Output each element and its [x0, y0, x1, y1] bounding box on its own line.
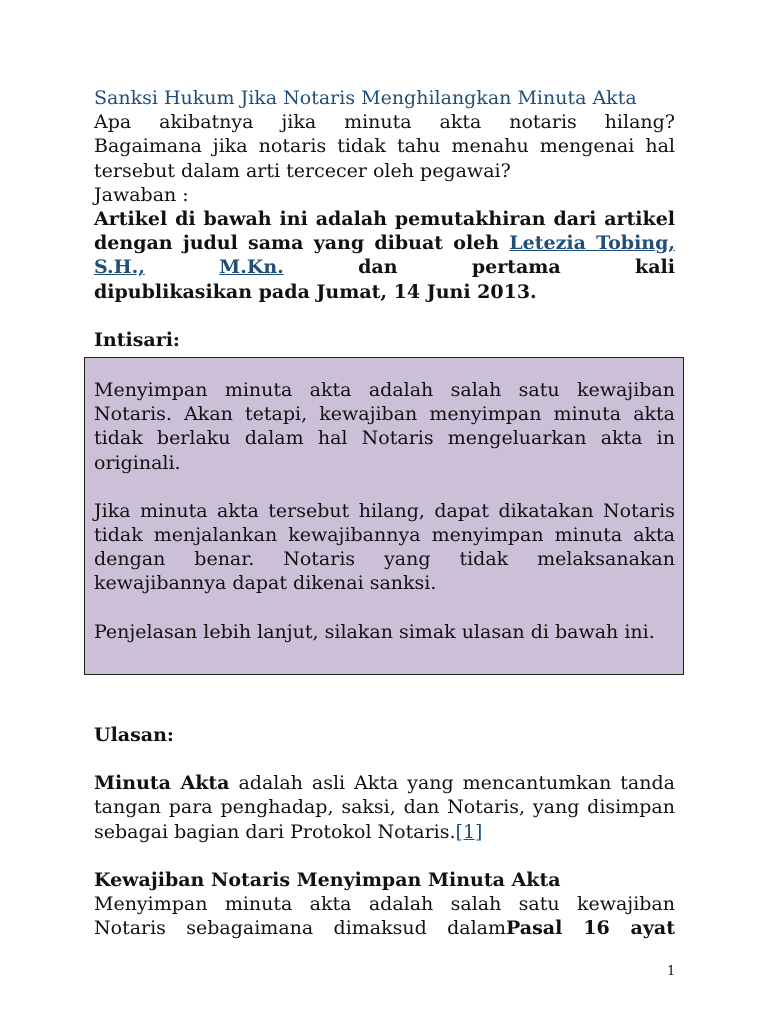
- update-note-suffix-b: kali: [635, 256, 675, 279]
- section-heading: Kewajiban Notaris Menyimpan Minuta Akta: [94, 868, 561, 891]
- minuta-text: adalah asli Akta yang mencantumkan tanda tangan para penghadap, saksi, dan Notaris, yang disimpan sebagai bagian dari Protokol Notaris.: [94, 772, 675, 843]
- top-content: [94, 86, 675, 352]
- update-note-prefix: dengan judul sama yang dibuat oleh: [94, 232, 510, 255]
- question-line-2: Bagaimana jika notaris tidak tahu menahu mengenai hal: [94, 135, 675, 158]
- update-note-line-4: dipublikasikan pada Jumat, 14 Juni 2013.: [94, 280, 537, 303]
- section-line-2-bold: Pasal 16 ayat: [506, 917, 675, 940]
- section-line-1: Menyimpan minuta akta adalah salah satu kewajiban: [94, 893, 675, 916]
- intisari-paragraph-3: Penjelasan lebih lanjut, silakan simak ulasan di bawah ini.: [94, 620, 655, 643]
- intisari-box: [84, 357, 684, 675]
- author-degree-link-2[interactable]: M.Kn.: [219, 256, 284, 279]
- spacer: [94, 304, 675, 328]
- intisari-paragraph-2: Jika minuta akta tersebut hilang, dapat dikatakan Notaris tidak menjalankan kewajibannya menyimpan minuta akta dengan benar. Notaris yang tidak melaksanakan kewajibannya dapat dikenai sanksi.: [94, 499, 675, 595]
- minuta-definition: [94, 771, 675, 844]
- spacer: [94, 844, 675, 868]
- intisari-label: Intisari:: [94, 328, 180, 351]
- intisari-paragraph-1: Menyimpan minuta akta adalah salah satu kewajiban Notaris. Akan tetapi, kewajiban menyimpan minuta akta tidak berlaku dalam hal Notaris mengeluarkan akta in originali.: [94, 379, 675, 474]
- article-title: Sanksi Hukum Jika Notaris Menghilangkan Minuta Akta: [94, 87, 637, 109]
- footnote-ref-link[interactable]: [1]: [455, 820, 483, 843]
- section-line-2-text: Notaris sebagaimana dimaksud dalam: [94, 917, 507, 940]
- author-degree-link-1[interactable]: S.H.,: [94, 256, 145, 279]
- update-note-line-3: [94, 255, 675, 279]
- spacer: [94, 747, 675, 771]
- section-line-2: [94, 916, 675, 940]
- minuta-term: Minuta Akta: [94, 772, 230, 795]
- author-link[interactable]: Letezia Tobing,: [509, 232, 675, 255]
- answer-label: Jawaban :: [94, 183, 189, 206]
- question-line-1: Apa akibatnya jika minuta akta notaris hilang?: [94, 111, 675, 134]
- update-note-suffix-a: dan pertama: [358, 256, 561, 279]
- ulasan-label: Ulasan:: [94, 724, 174, 746]
- update-note-line-2: [94, 231, 675, 255]
- question-line-3: tersebut dalam arti tercecer oleh pegawai?: [94, 159, 511, 182]
- lower-content: [94, 723, 675, 940]
- update-note-line-1: Artikel di bawah ini adalah pemutakhiran dari artikel: [94, 208, 675, 231]
- page-number: 1: [667, 964, 676, 979]
